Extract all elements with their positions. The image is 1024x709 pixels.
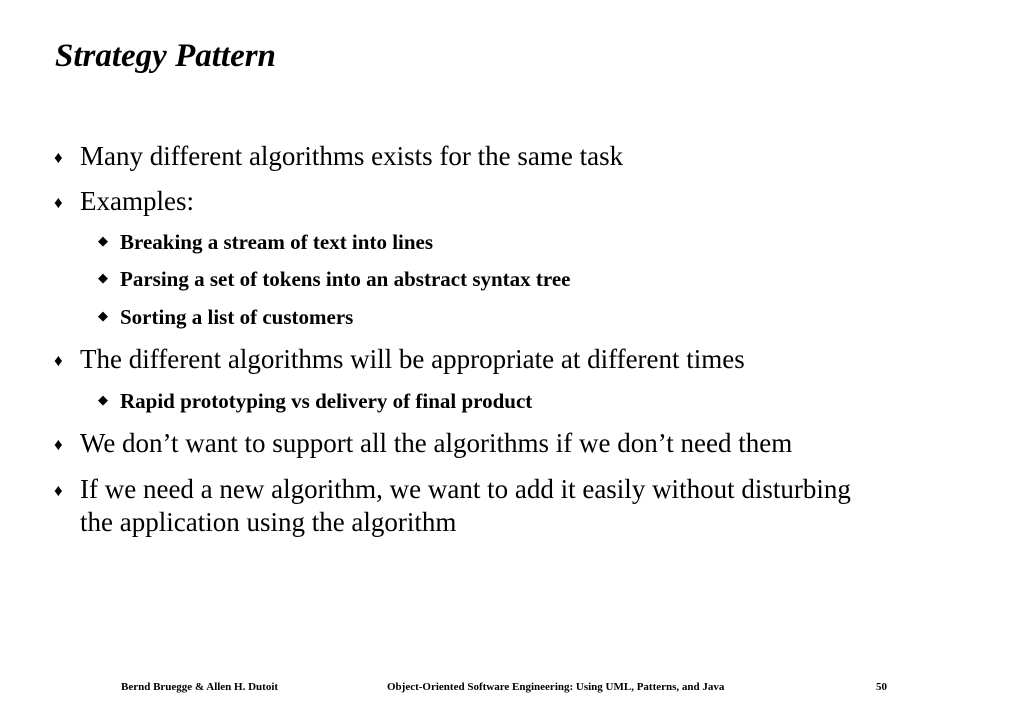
slide-title: Strategy Pattern [55, 38, 276, 74]
bullet-item [54, 343, 960, 376]
sub-bullet-item [98, 388, 960, 414]
sub-bullet-text: Breaking a stream of text into lines [120, 230, 434, 254]
sub-bullet-item [98, 304, 960, 330]
small-diamond-bullet-icon: ◆ [98, 308, 108, 323]
bullet-text: Many different algorithms exists for the same task [80, 141, 624, 171]
small-diamond-bullet-icon: ◆ [98, 233, 108, 248]
bullet-item [54, 140, 960, 173]
footer-authors: Bernd Bruegge & Allen H. Dutoit [121, 681, 279, 693]
diamond-bullet-icon: ♦ [54, 435, 63, 454]
bullet-text: Examples: [80, 186, 194, 216]
sub-bullet-text: Sorting a list of customers [120, 305, 354, 329]
diamond-bullet-icon: ♦ [54, 351, 63, 370]
footer-book-title: Object-Oriented Software Engineering: Using UML, Patterns, and Java [387, 681, 725, 693]
sub-bullet-item [98, 229, 960, 255]
sub-bullet-text: Parsing a set of tokens into an abstract syntax tree [120, 267, 571, 291]
sub-bullet-item [98, 266, 960, 292]
small-diamond-bullet-icon: ◆ [98, 270, 108, 285]
bullet-text: The different algorithms will be appropriate at different times [80, 344, 745, 374]
bullet-text: We don’t want to support all the algorithms if we don’t need them [80, 428, 793, 458]
small-diamond-bullet-icon: ◆ [98, 392, 108, 407]
diamond-bullet-icon: ♦ [54, 148, 63, 167]
diamond-bullet-icon: ♦ [54, 193, 63, 212]
bullet-text: If we need a new algorithm, we want to add it easily without disturbing the application using the algorithm [80, 474, 851, 537]
bullet-item [54, 473, 860, 539]
diamond-bullet-icon: ♦ [54, 481, 63, 500]
bullet-item [54, 427, 960, 460]
footer-page-number: 50 [876, 681, 887, 693]
sub-bullet-text: Rapid prototyping vs delivery of final product [120, 389, 533, 413]
bullet-item [54, 185, 960, 218]
